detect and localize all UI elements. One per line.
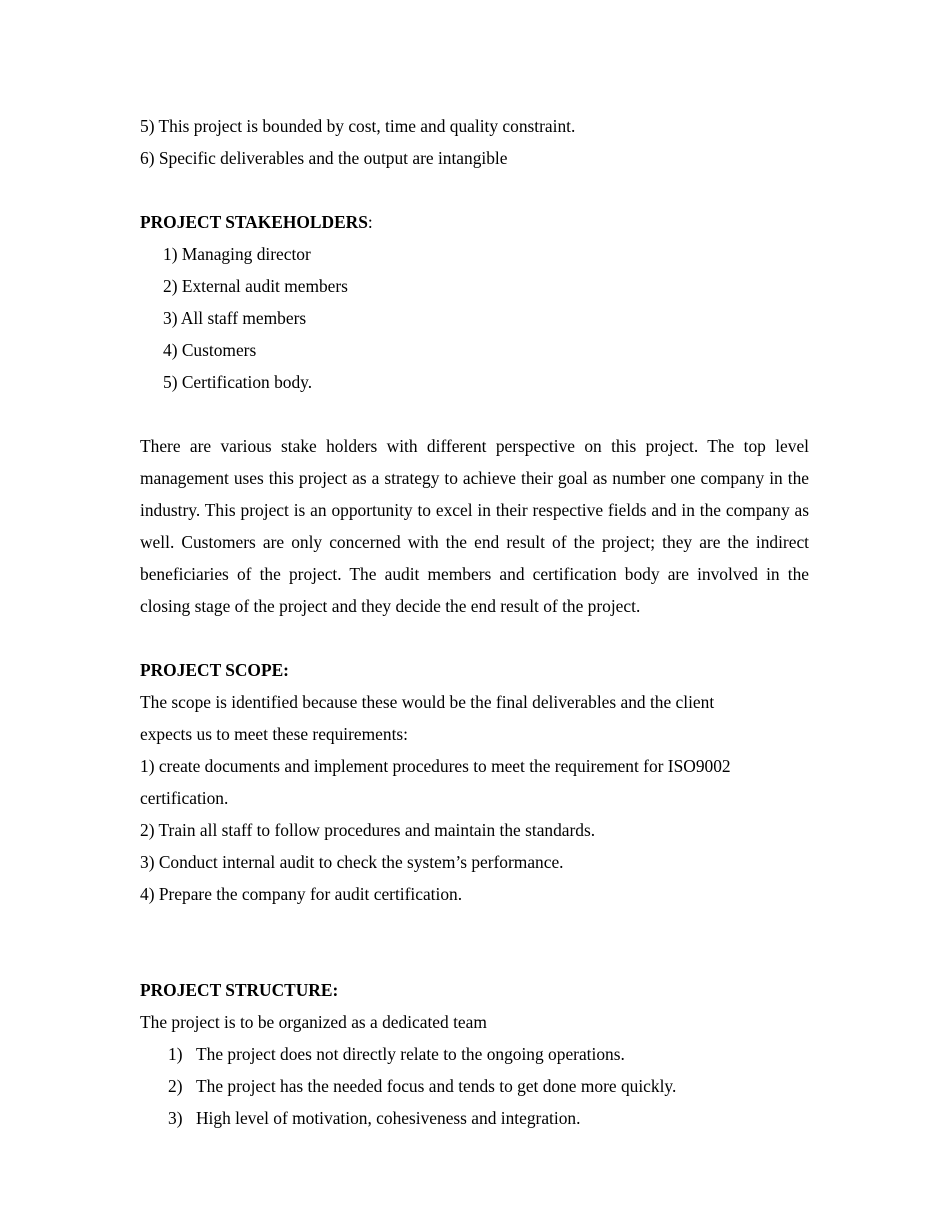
scope-intro-line: expects us to meet these requirements: [140,724,409,744]
stakeholders-paragraph: There are various stake holders with different perspective on this project. The top level management uses this project as a strategy to achieve their goal as number one company in the industry. This project is an opportunity to excel in their respective fields and in the company as well. Customers are only concerned with the end result of the project; they are the indirect beneficiaries of the project. The audit members and certification body are involved in the closing stage of the project and they decide the end result of the project. [140,436,809,616]
list-text: High level of motivation, cohesiveness and integration. [196,1108,581,1128]
stakeholder-item: 3) All staff members [163,308,307,328]
spacer [140,910,809,974]
stakeholders-heading-text: PROJECT STAKEHOLDERS [140,212,368,232]
list-text: The project does not directly relate to the ongoing operations. [196,1044,625,1064]
structure-list [140,1038,809,1134]
structure-list-item [140,1038,809,1070]
stakeholder-item: 5) Certification body. [163,372,313,392]
structure-heading: PROJECT STRUCTURE: [140,980,339,1000]
scope-item: 4) Prepare the company for audit certification. [140,884,463,904]
list-number: 3) [168,1108,183,1128]
spacer [140,398,809,430]
scope-intro-line: The scope is identified because these would be the final deliverables and the client [140,692,715,712]
scope-item-continuation: certification. [140,788,229,808]
intro-item: 6) Specific deliverables and the output are intangible [140,148,508,168]
structure-list-item [140,1070,809,1102]
stakeholder-item: 1) Managing director [163,244,311,264]
stakeholder-item: 4) Customers [163,340,257,360]
stakeholders-heading-colon: : [367,212,373,232]
list-number: 2) [168,1076,183,1096]
structure-list-item [140,1102,809,1134]
stakeholder-item: 2) External audit members [163,276,348,296]
scope-item: 1) create documents and implement procedures to meet the requirement for ISO9002 [140,756,731,776]
document-page [140,110,809,1134]
scope-item: 3) Conduct internal audit to check the system’s performance. [140,852,564,872]
list-text: The project has the needed focus and tends to get done more quickly. [196,1076,677,1096]
list-number: 1) [168,1044,183,1064]
scope-item: 2) Train all staff to follow procedures and maintain the standards. [140,820,596,840]
scope-heading: PROJECT SCOPE: [140,660,289,680]
intro-item: 5) This project is bounded by cost, time and quality constraint. [140,116,576,136]
stakeholders-heading [140,206,809,238]
spacer [140,622,809,654]
structure-intro: The project is to be organized as a dedicated team [140,1012,487,1032]
spacer [140,174,809,206]
